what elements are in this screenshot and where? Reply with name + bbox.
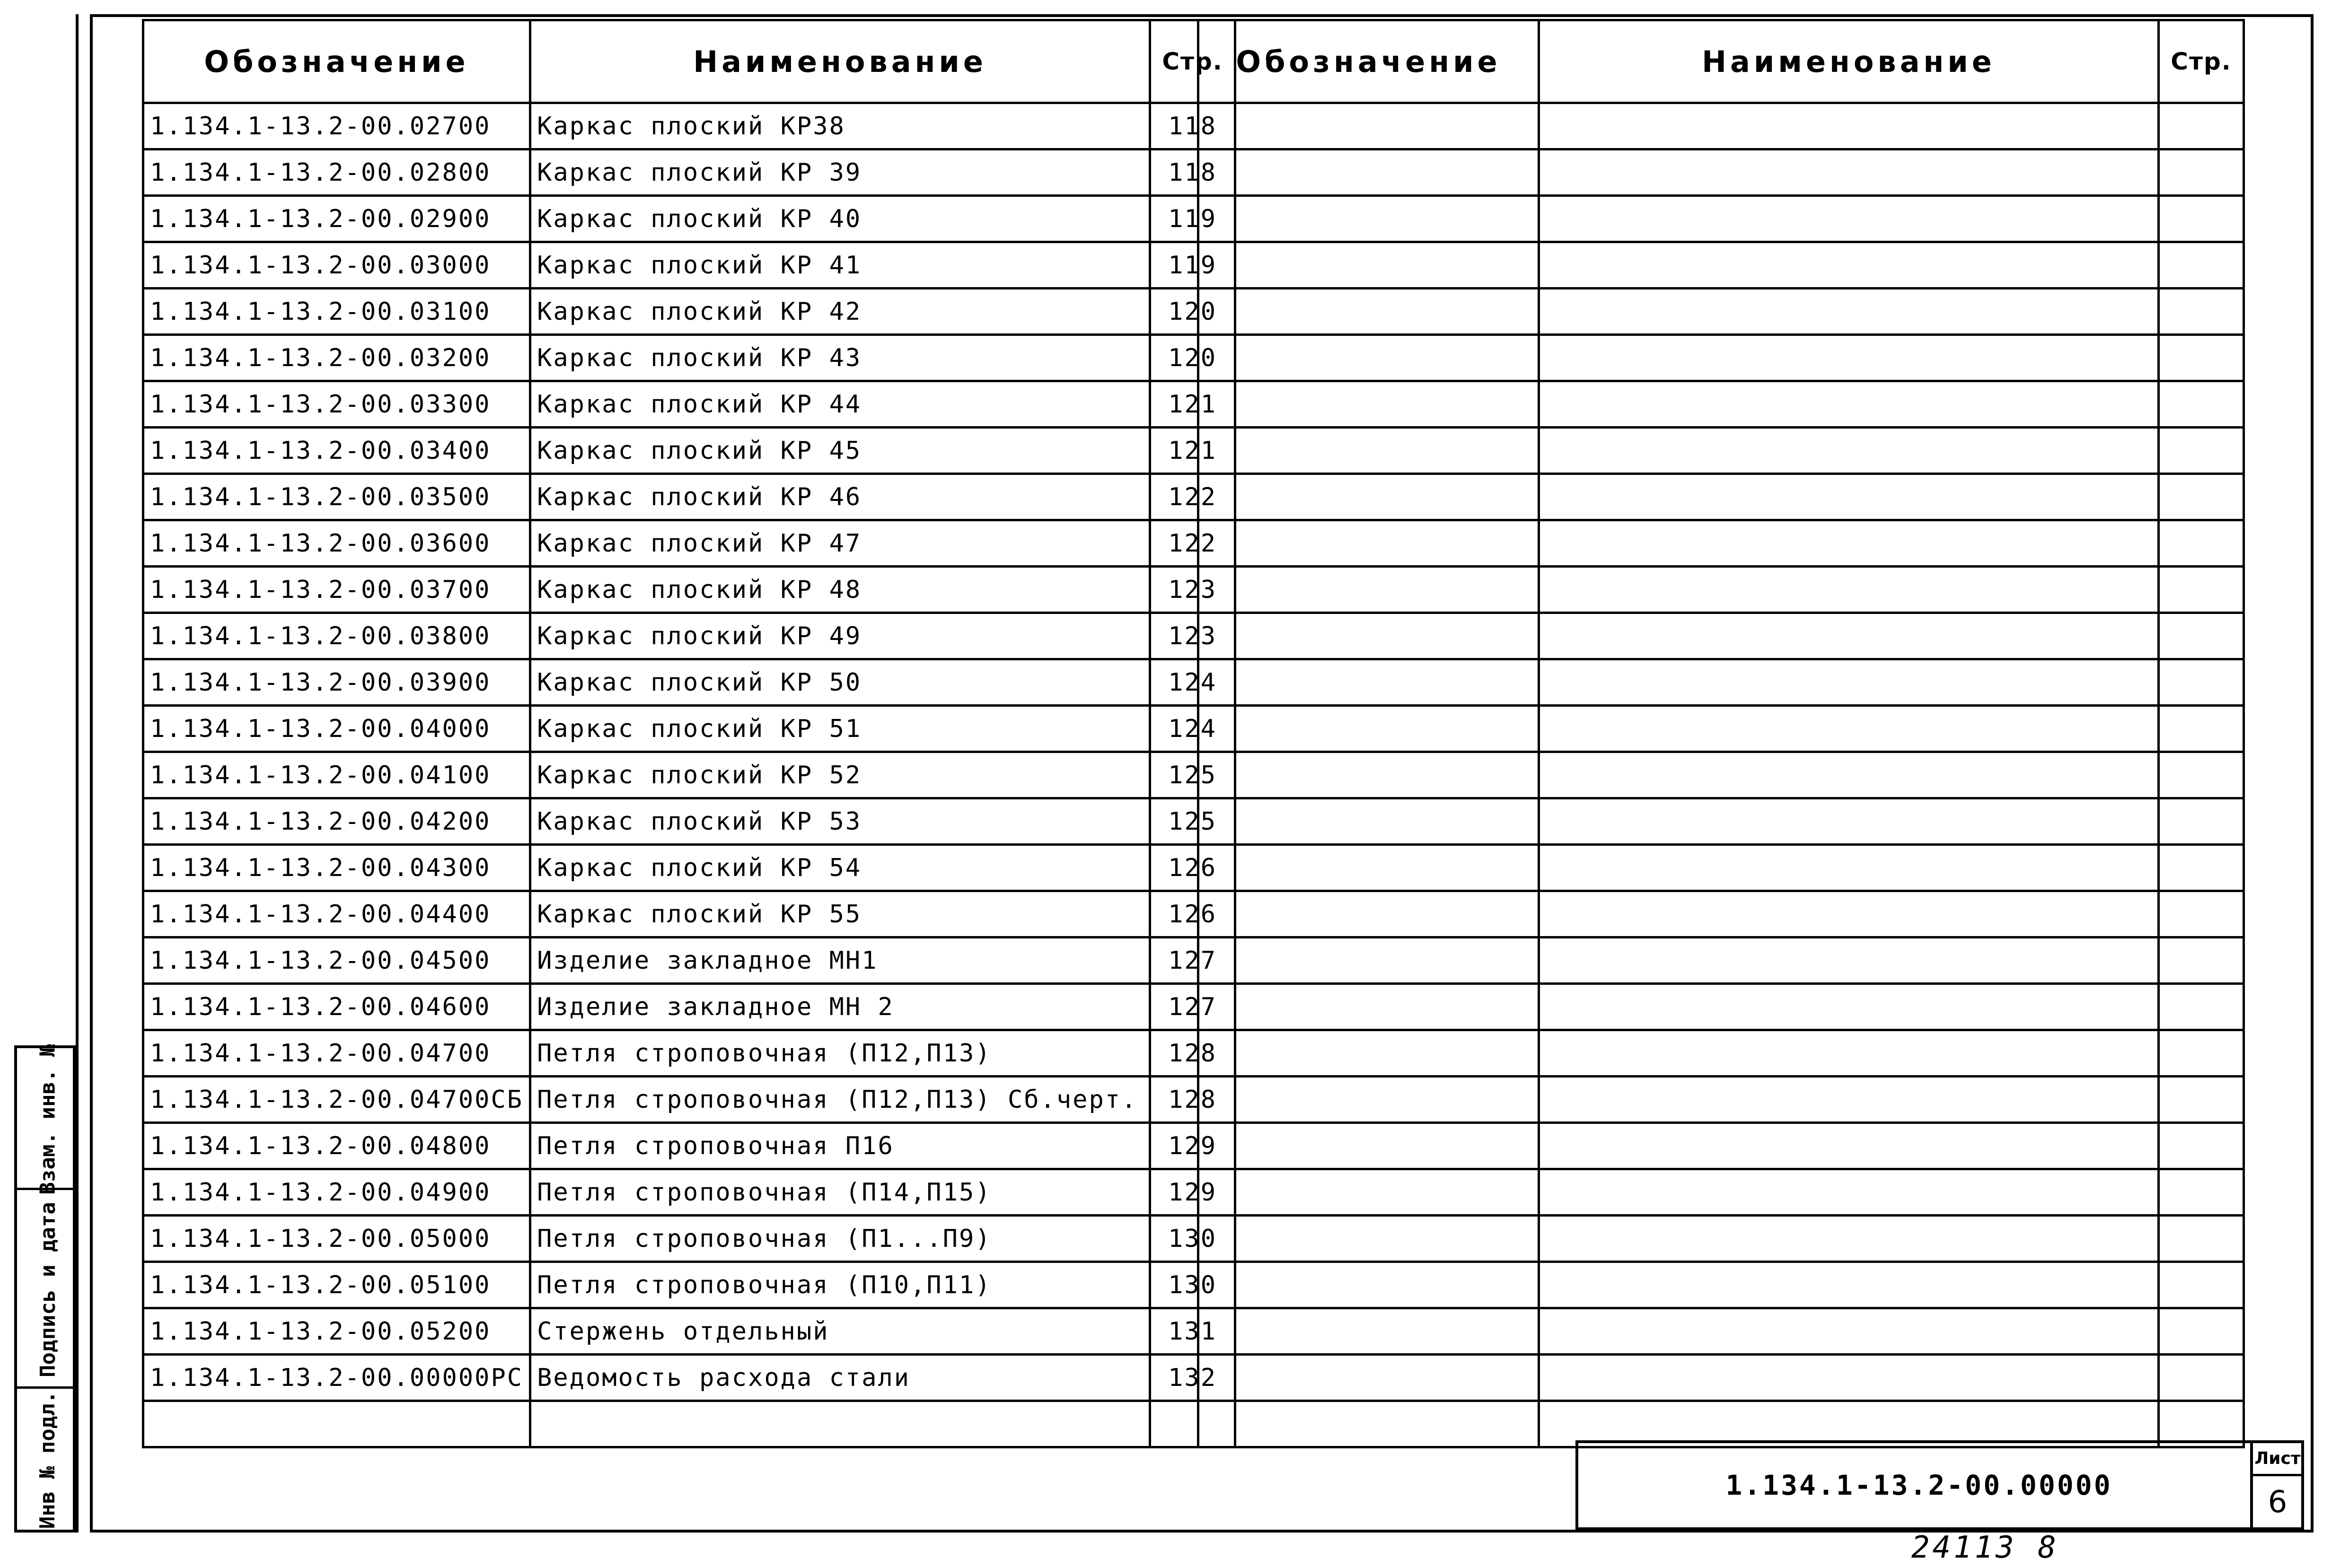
row-code: 1.134.1-13.2-00.02900 [143,196,530,242]
row-name [1539,335,2159,381]
row-name [1539,1262,2159,1308]
table-row [143,706,1235,752]
row-code: 1.134.1-13.2-00.03800 [143,613,530,659]
row-page: 120 [1150,335,1235,381]
table-row [143,567,1235,613]
side-stamp-replace-label: Взам. инв. № [35,1044,60,1194]
table-row [143,613,1235,659]
table-row [143,752,1235,798]
row-name: Каркас плоский КР 46 [530,474,1150,520]
row-name [1539,1216,2159,1262]
row-name: Петля строповочная (П1...П9) [530,1216,1150,1262]
row-page [2159,428,2244,474]
row-code: 1.134.1-13.2-00.03100 [143,289,530,335]
table-row [143,937,1235,984]
row-code [1198,891,1539,937]
row-name [1539,103,2159,149]
row-name: Каркас плоский КР 53 [530,798,1150,845]
sheet-cell [2250,1443,2302,1527]
row-code: 1.134.1-13.2-00.04300 [143,845,530,891]
side-stamp [14,1045,76,1533]
table-row [1198,1216,2244,1262]
row-page: 122 [1150,474,1235,520]
row-code [1198,752,1539,798]
side-stamp-inv-label: Инв № подл. [35,1391,60,1529]
table-row [143,1308,1235,1355]
row-name: Каркас плоский КР 40 [530,196,1150,242]
row-code: 1.134.1-13.2-00.05100 [143,1262,530,1308]
row-name [1539,937,2159,984]
row-page [2159,289,2244,335]
row-name [1539,613,2159,659]
row-name: Каркас плоский КР 47 [530,520,1150,567]
row-page [2159,891,2244,937]
row-name [1539,520,2159,567]
row-page [2159,798,2244,845]
table-row [143,289,1235,335]
table-row [1198,706,2244,752]
binding-margin-line [76,14,79,1533]
row-name [1539,1308,2159,1355]
table-row [143,196,1235,242]
row-page: 122 [1150,520,1235,567]
row-page [2159,1216,2244,1262]
row-page [2159,845,2244,891]
table-row [1198,798,2244,845]
row-name [1539,474,2159,520]
table-row [1198,1030,2244,1077]
row-page [2159,659,2244,706]
row-page: 127 [1150,984,1235,1030]
row-page [2159,937,2244,984]
contents-table-right [1197,19,2245,1448]
row-name: Каркас плоский КР 41 [530,242,1150,289]
table-row [143,1169,1235,1216]
header-designation: Обозначение [1198,20,1539,103]
row-name: Петля строповочная П16 [530,1123,1150,1169]
row-page: 132 [1150,1355,1235,1401]
table-row [143,1077,1235,1123]
row-name: Каркас плоский КР 50 [530,659,1150,706]
row-name: Каркас плоский КР 49 [530,613,1150,659]
row-code [1198,149,1539,196]
row-name [1539,752,2159,798]
row-name [1539,196,2159,242]
table-row [1198,1308,2244,1355]
row-page: 123 [1150,613,1235,659]
row-page [2159,1355,2244,1401]
row-code: 1.134.1-13.2-00.00000РС [143,1355,530,1401]
row-name: Каркас плоский КР 45 [530,428,1150,474]
row-name: Каркас плоский КР 44 [530,381,1150,428]
row-code [1198,1169,1539,1216]
row-code: 1.134.1-13.2-00.03400 [143,428,530,474]
row-name: Петля строповочная (П10,П11) [530,1262,1150,1308]
row-code: 1.134.1-13.2-00.04900 [143,1169,530,1216]
table-row [1198,428,2244,474]
table-row [1198,613,2244,659]
row-name [1539,1123,2159,1169]
row-name [1539,1355,2159,1401]
row-page [2159,984,2244,1030]
table-row [1198,520,2244,567]
row-page [2159,567,2244,613]
row-name [530,1401,1150,1447]
table-row [1198,289,2244,335]
row-name [1539,1030,2159,1077]
row-code [1198,1262,1539,1308]
table-row [143,103,1235,149]
row-code [1198,845,1539,891]
row-page: 130 [1150,1262,1235,1308]
row-name: Каркас плоский КР 43 [530,335,1150,381]
table-row [143,891,1235,937]
row-code [1198,659,1539,706]
row-name: Каркас плоский КР 52 [530,752,1150,798]
row-page [2159,1262,2244,1308]
row-code: 1.134.1-13.2-00.03700 [143,567,530,613]
row-code [1198,1216,1539,1262]
row-page [2159,520,2244,567]
table-row [1198,1355,2244,1401]
table-row [1198,752,2244,798]
row-code: 1.134.1-13.2-00.05200 [143,1308,530,1355]
row-page: 128 [1150,1077,1235,1123]
row-code [1198,613,1539,659]
row-name [1539,1169,2159,1216]
table-row [143,1401,1235,1447]
table-row [1198,937,2244,984]
table-header-row [1198,20,2244,103]
table-row [143,659,1235,706]
row-page [2159,1308,2244,1355]
row-code: 1.134.1-13.2-00.03500 [143,474,530,520]
row-code: 1.134.1-13.2-00.03900 [143,659,530,706]
row-code [1198,937,1539,984]
row-name: Изделие закладное МН1 [530,937,1150,984]
row-page: 123 [1150,567,1235,613]
row-name: Петля строповочная (П12,П13) Сб.черт. [530,1077,1150,1123]
row-name [1539,706,2159,752]
row-page: 130 [1150,1216,1235,1262]
row-name [1539,798,2159,845]
row-page: 119 [1150,196,1235,242]
row-code [1198,520,1539,567]
row-page: 125 [1150,752,1235,798]
row-code [1198,1077,1539,1123]
table-row [1198,474,2244,520]
row-code [1198,196,1539,242]
row-page [2159,242,2244,289]
row-page [2159,1169,2244,1216]
row-page [2159,1030,2244,1077]
row-code [1198,1123,1539,1169]
row-page [2159,196,2244,242]
row-page: 124 [1150,659,1235,706]
table-header-row [143,20,1235,103]
row-page [2159,149,2244,196]
row-code [1198,1355,1539,1401]
table-row [1198,567,2244,613]
row-page: 118 [1150,103,1235,149]
table-row [143,1123,1235,1169]
row-name [1539,845,2159,891]
table-row [143,1216,1235,1262]
row-code: 1.134.1-13.2-00.03300 [143,381,530,428]
row-name [1539,567,2159,613]
table-row [143,242,1235,289]
row-name: Каркас плоский КР 55 [530,891,1150,937]
row-code [1198,1401,1539,1447]
document-code: 1.134.1-13.2-00.00000 [1725,1469,2112,1501]
row-code: 1.134.1-13.2-00.04800 [143,1123,530,1169]
row-page: 121 [1150,428,1235,474]
row-code: 1.134.1-13.2-00.02800 [143,149,530,196]
row-name [1539,149,2159,196]
row-name [1539,381,2159,428]
table-row [143,1355,1235,1401]
header-name: Наименование [530,20,1150,103]
row-name: Каркас плоский КР 51 [530,706,1150,752]
table-row [1198,381,2244,428]
row-code [1198,381,1539,428]
row-code [1198,428,1539,474]
row-page [2159,706,2244,752]
table-row [1198,103,2244,149]
row-name [1539,984,2159,1030]
row-code [1198,1030,1539,1077]
table-row [1198,1262,2244,1308]
header-page: Стр. [1150,20,1235,103]
contents-table-left [142,19,1236,1448]
title-block [1575,1440,2304,1530]
row-code: 1.134.1-13.2-00.05000 [143,1216,530,1262]
row-page: 129 [1150,1169,1235,1216]
row-page: 127 [1150,937,1235,984]
row-page [2159,613,2244,659]
table-row [143,984,1235,1030]
row-name: Петля строповочная (П14,П15) [530,1169,1150,1216]
row-page [2159,381,2244,428]
row-page: 126 [1150,845,1235,891]
row-code [1198,335,1539,381]
row-code: 1.134.1-13.2-00.03200 [143,335,530,381]
table-row [143,381,1235,428]
row-name [1539,289,2159,335]
row-code [1198,567,1539,613]
row-code: 1.134.1-13.2-00.02700 [143,103,530,149]
side-stamp-sign-label: Подпись и дата [35,1201,60,1377]
row-name [1539,659,2159,706]
row-code [1198,706,1539,752]
row-code [1198,1308,1539,1355]
row-page [2159,103,2244,149]
row-name: Ведомость расхода стали [530,1355,1150,1401]
row-page: 121 [1150,381,1235,428]
header-name: Наименование [1539,20,2159,103]
table-row [1198,1169,2244,1216]
row-code [1198,474,1539,520]
row-name [1539,1077,2159,1123]
table-row [1198,1077,2244,1123]
row-page: 118 [1150,149,1235,196]
row-name: Каркас плоский КР38 [530,103,1150,149]
table-row [1198,149,2244,196]
row-page [2159,1123,2244,1169]
row-page: 128 [1150,1030,1235,1077]
table-row [1198,845,2244,891]
table-row [143,1030,1235,1077]
row-page [2159,1077,2244,1123]
row-name [1539,242,2159,289]
row-code: 1.134.1-13.2-00.03000 [143,242,530,289]
table-row [1198,1123,2244,1169]
row-code [1198,242,1539,289]
table-row [1198,984,2244,1030]
row-name [1539,891,2159,937]
row-code: 1.134.1-13.2-00.03600 [143,520,530,567]
table-row [1198,335,2244,381]
table-row [143,1262,1235,1308]
row-code [1198,798,1539,845]
row-code: 1.134.1-13.2-00.04700 [143,1030,530,1077]
row-code: 1.134.1-13.2-00.04200 [143,798,530,845]
row-name: Стержень отдельный [530,1308,1150,1355]
row-code: 1.134.1-13.2-00.04000 [143,706,530,752]
row-code [1198,289,1539,335]
header-designation: Обозначение [143,20,530,103]
row-code [143,1401,530,1447]
table-row [143,845,1235,891]
row-name: Каркас плоский КР 42 [530,289,1150,335]
row-page: 119 [1150,242,1235,289]
row-code [1198,984,1539,1030]
row-name: Петля строповочная (П12,П13) [530,1030,1150,1077]
table-row [143,798,1235,845]
table-row [1198,196,2244,242]
row-code: 1.134.1-13.2-00.04600 [143,984,530,1030]
table-row [143,428,1235,474]
row-page: 124 [1150,706,1235,752]
table-row [1198,242,2244,289]
row-name: Каркас плоский КР 54 [530,845,1150,891]
row-code: 1.134.1-13.2-00.04700СБ [143,1077,530,1123]
row-name [1539,428,2159,474]
row-page: 129 [1150,1123,1235,1169]
row-name: Изделие закладное МН 2 [530,984,1150,1030]
row-code: 1.134.1-13.2-00.04500 [143,937,530,984]
inventory-number: 24113 8 [1911,1530,2059,1565]
table-row [143,474,1235,520]
sheet-number: 6 [2268,1485,2287,1520]
table-row [143,520,1235,567]
table-row [143,335,1235,381]
row-page: 126 [1150,891,1235,937]
row-code [1198,103,1539,149]
header-page: Стр. [2159,20,2244,103]
row-page [2159,335,2244,381]
table-row [143,149,1235,196]
row-page: 125 [1150,798,1235,845]
row-page: 131 [1150,1308,1235,1355]
row-code: 1.134.1-13.2-00.04100 [143,752,530,798]
row-name: Каркас плоский КР 48 [530,567,1150,613]
row-page [2159,474,2244,520]
sheet-label: Лист [2253,1443,2302,1476]
table-row [1198,659,2244,706]
row-page [2159,752,2244,798]
table-row [1198,891,2244,937]
row-name: Каркас плоский КР 39 [530,149,1150,196]
row-code: 1.134.1-13.2-00.04400 [143,891,530,937]
row-page: 120 [1150,289,1235,335]
